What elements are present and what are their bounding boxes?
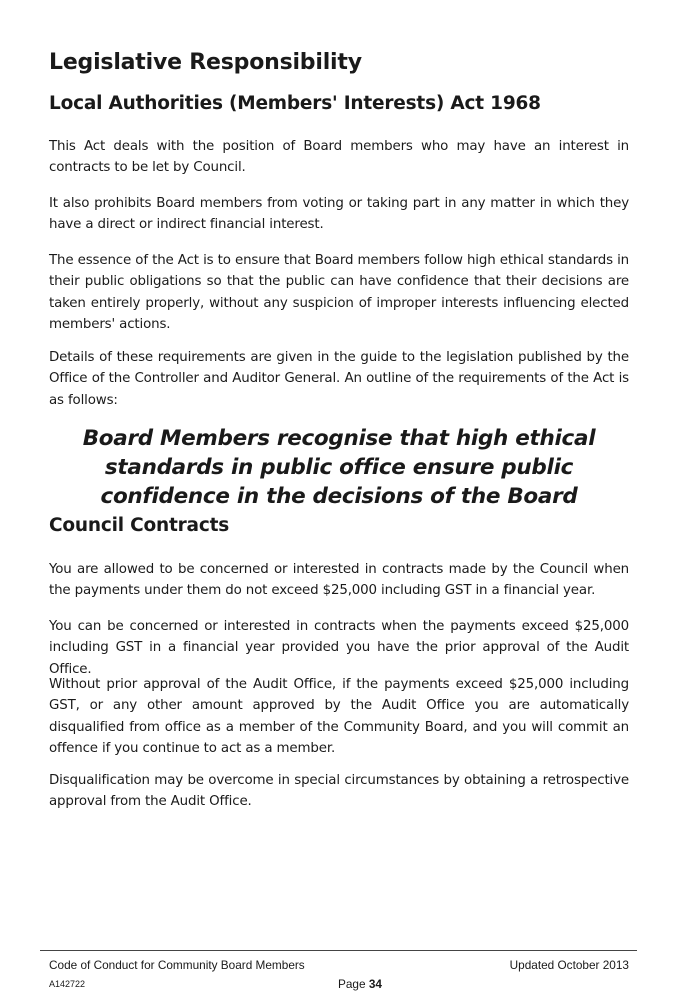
act-heading: Local Authorities (Members' Interests) Act 1968 <box>49 93 541 114</box>
ethics-callout: Board Members recognise that high ethical standards in public office ensure public confidence in the decisions of the Board <box>82 426 596 509</box>
page-title: Legislative Responsibility <box>49 50 362 75</box>
page-number: 34 <box>368 977 382 991</box>
page-label: Page <box>338 977 366 991</box>
act-paragraph-2: It also prohibits Board members from voting or taking part in any matter in which they have a direct or indirect financial interest. <box>49 196 629 233</box>
footer-divider <box>40 950 637 951</box>
contracts-paragraph-3: Without prior approval of the Audit Office, if the payments exceed $25,000 including GST, or any other amount approved by the Audit Office you are automatically disqualified from office as a member of the Community Board, and you will commit an offence if you continue to act as a member. <box>49 677 629 757</box>
contracts-paragraph-1: You are allowed to be concerned or interested in contracts made by the Council when the payments under them do not exceed $25,000 including GST in a financial year. <box>49 562 629 599</box>
footer-page-number <box>338 977 382 991</box>
contracts-heading: Council Contracts <box>49 515 230 536</box>
footer-document-title: Code of Conduct for Community Board Members <box>49 958 305 972</box>
act-paragraph-4: Details of these requirements are given in the guide to the legislation published by the Office of the Controller and Auditor General. An outline of the requirements of the Act is as follows: <box>49 350 629 408</box>
act-paragraph-1: This Act deals with the position of Board members who may have an interest in contracts to be let by Council. <box>49 139 629 176</box>
contracts-paragraph-4: Disqualification may be overcome in special circumstances by obtaining a retrospective approval from the Audit Office. <box>49 773 629 810</box>
footer-document-code: A142722 <box>49 979 86 989</box>
act-paragraph-3: The essence of the Act is to ensure that Board members follow high ethical standards in their public obligations so that the public can have confidence that their decisions are taken entirely properly, without any suspicion of improper interests influencing elected members' actions. <box>49 253 629 333</box>
contracts-paragraph-2: You can be concerned or interested in contracts when the payments exceed $25,000 including GST in a financial year provided you have the prior approval of the Audit Office. <box>49 619 629 677</box>
footer-updated-date: Updated October 2013 <box>509 958 629 972</box>
